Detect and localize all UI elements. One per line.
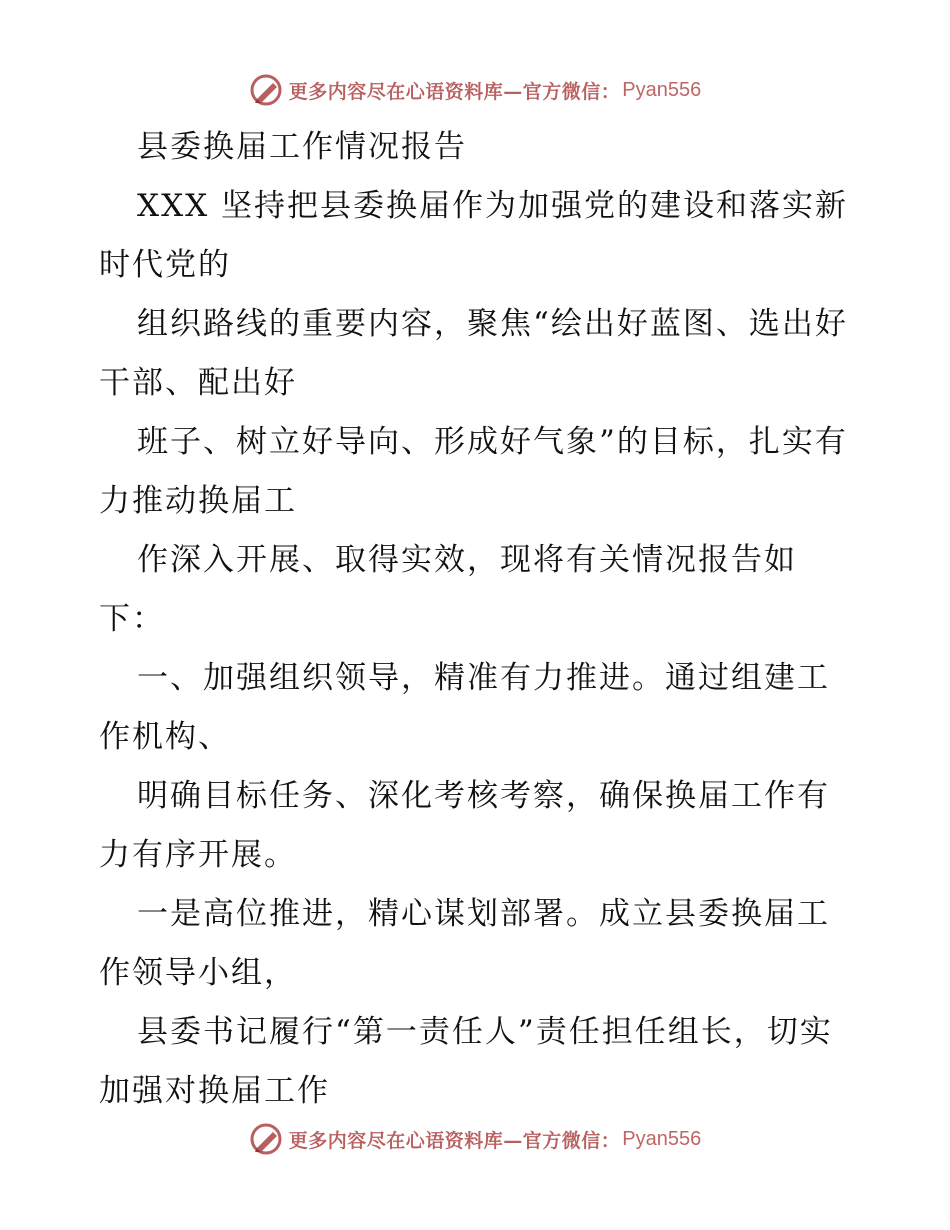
document-body (99, 118, 851, 1121)
header-watermark (0, 70, 950, 110)
watermark-text: 更多内容尽在心语资料库—官方微信： (288, 80, 621, 103)
paragraph: 班子、树立好导向、形成好气象”的目标，扎实有力推动换届工 (99, 424, 848, 519)
watermark-id: Pyan556 (622, 78, 702, 101)
watermark-text: 更多内容尽在心语资料库—官方微信： (288, 1129, 621, 1152)
watermark-id: Pyan556 (622, 1127, 702, 1150)
pen-logo-icon (249, 73, 283, 107)
paragraph: 明确目标任务、深化考核考察，确保换届工作有力有序开展。 (99, 778, 830, 873)
document-title: 县委换届工作情况报告 (137, 129, 467, 165)
paragraph: XXX 坚持把县委换届作为加强党的建设和落实新时代党的 (99, 188, 849, 283)
paragraph: 县委书记履行“第一责任人”责任担任组长，切实加强对换届工作 (99, 1014, 833, 1109)
paragraph: 组织路线的重要内容，聚焦“绘出好蓝图、选出好干部、配出好 (99, 306, 848, 401)
paragraph: 一、加强组织领导，精准有力推进。通过组建工作机构、 (99, 660, 830, 755)
footer-watermark (0, 1119, 950, 1159)
paragraph: 作深入开展、取得实效，现将有关情况报告如下： (99, 542, 797, 637)
pen-logo-icon (249, 1122, 283, 1156)
paragraph: 一是高位推进，精心谋划部署。成立县委换届工作领导小组， (99, 896, 830, 991)
